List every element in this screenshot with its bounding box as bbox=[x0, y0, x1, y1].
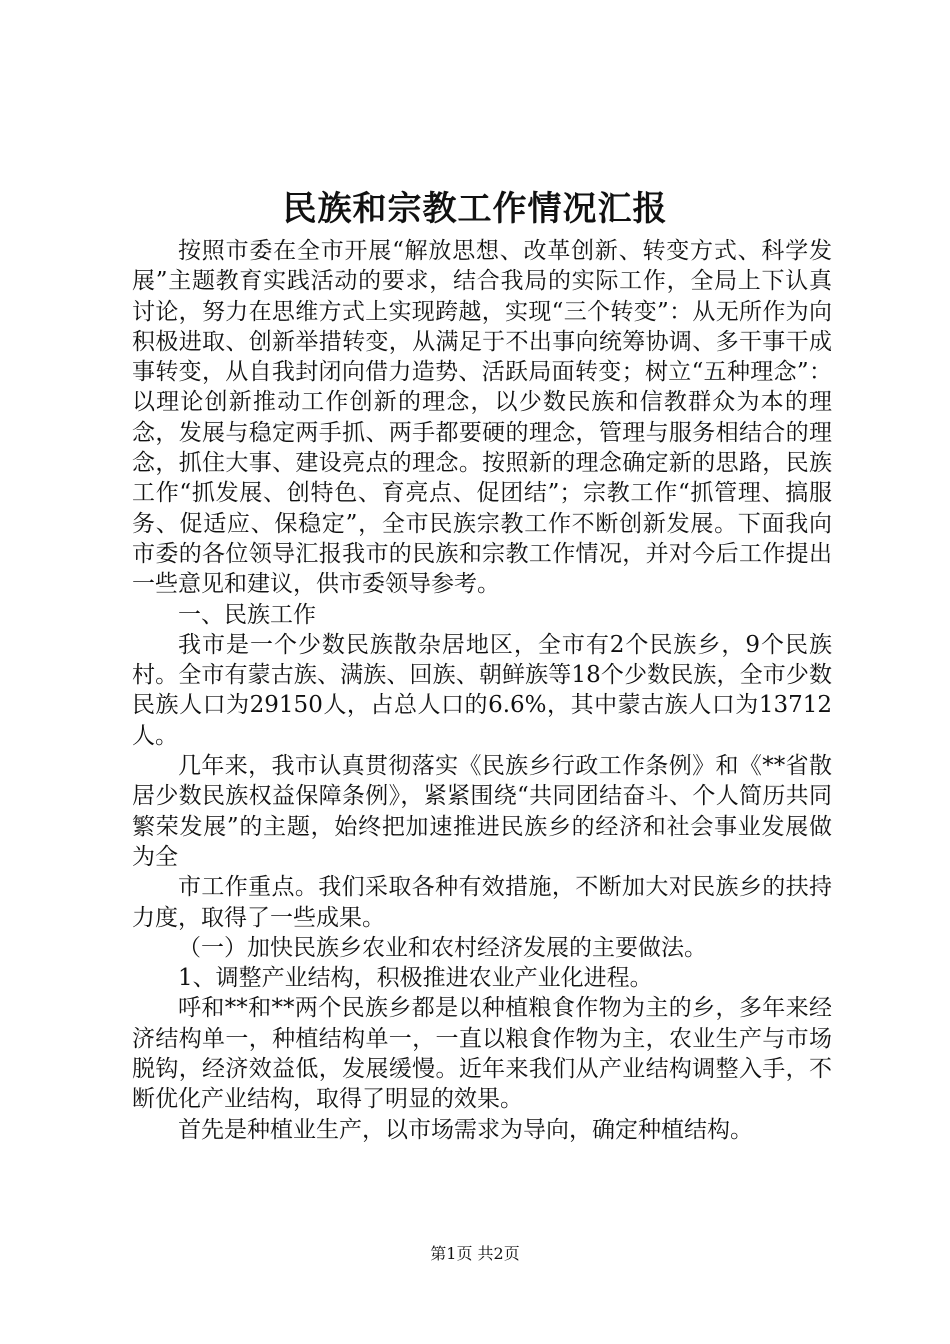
paragraph-ethnic-population: 我市是一个少数民族散杂居地区，全市有2个民族乡，9个民族村。全市有蒙古族、满族、回族、朝鲜族等18个少数民族，全市少数民族人口为29150人，占总人口的6.6%，其中蒙古族人口为13712人。 bbox=[132, 631, 832, 749]
paragraph-implementation: 几年来，我市认真贯彻落实《民族乡行政工作条例》和《**省散居少数民族权益保障条例》，紧紧围绕“共同团结奋斗、个人简历共同繁荣发展”的主题，始终把加速推进民族乡的经济和社会事业发展做为全 bbox=[132, 753, 832, 870]
page-number-footer: 第1页 共2页 bbox=[430, 1244, 520, 1263]
paragraph-work-focus: 市工作重点。我们采取各种有效措施，不断加大对民族乡的扶持力度，取得了一些成果。 bbox=[132, 874, 832, 931]
document-title: 民族和宗教工作情况汇报 bbox=[282, 189, 668, 229]
paragraph-intro: 按照市委在全市开展“解放思想、改革创新、转变方式、科学发展”主题教育实践活动的要求，结合我局的实际工作，全局上下认真讨论，努力在思维方式上实现跨越，实现“三个转变”：从无所作为向积极进取、创新举措转变，从满足于不出事向统筹协调、多干事干成事转变，从自我封闭向借力造势、活跃局面转变；树立“五种理念”：以理论创新推动工作创新的理念，以少数民族和信教群众为本的理念，发展与稳定两手抓、两手都要硬的理念，管理与服务相结合的理念，抓住大事、建设亮点的理念。按照新的理念确定新的思路，民族工作“抓发展、创特色、育亮点、促团结”；宗教工作“抓管理、搞服务、促适应、保稳定”，全市民族宗教工作不断创新发展。下面我向市委的各位领导汇报我市的民族和宗教工作情况，并对今后工作提出一些意见和建议，供市委领导参考。 bbox=[132, 238, 832, 598]
subheading-industry-structure: 1、调整产业结构，积极推进农业产业化进程。 bbox=[178, 965, 653, 992]
section-heading-ethnic-work: 一、民族工作 bbox=[178, 601, 316, 628]
document-body bbox=[132, 236, 832, 1145]
subheading-agriculture-practices: （一）加快民族乡农业和农村经济发展的主要做法。 bbox=[178, 934, 707, 961]
paragraph-planting: 首先是种植业生产，以市场需求为导向，确定种植结构。 bbox=[178, 1116, 753, 1143]
paragraph-structure-adjustment: 呼和**和**两个民族乡都是以种植粮食作物为主的乡，多年来经济结构单一，种植结构单一，一直以粮食作物为主，农业生产与市场脱钩，经济效益低，发展缓慢。近年来我们从产业结构调整入手，不断优化产业结构，取得了明显的效果。 bbox=[132, 995, 832, 1113]
